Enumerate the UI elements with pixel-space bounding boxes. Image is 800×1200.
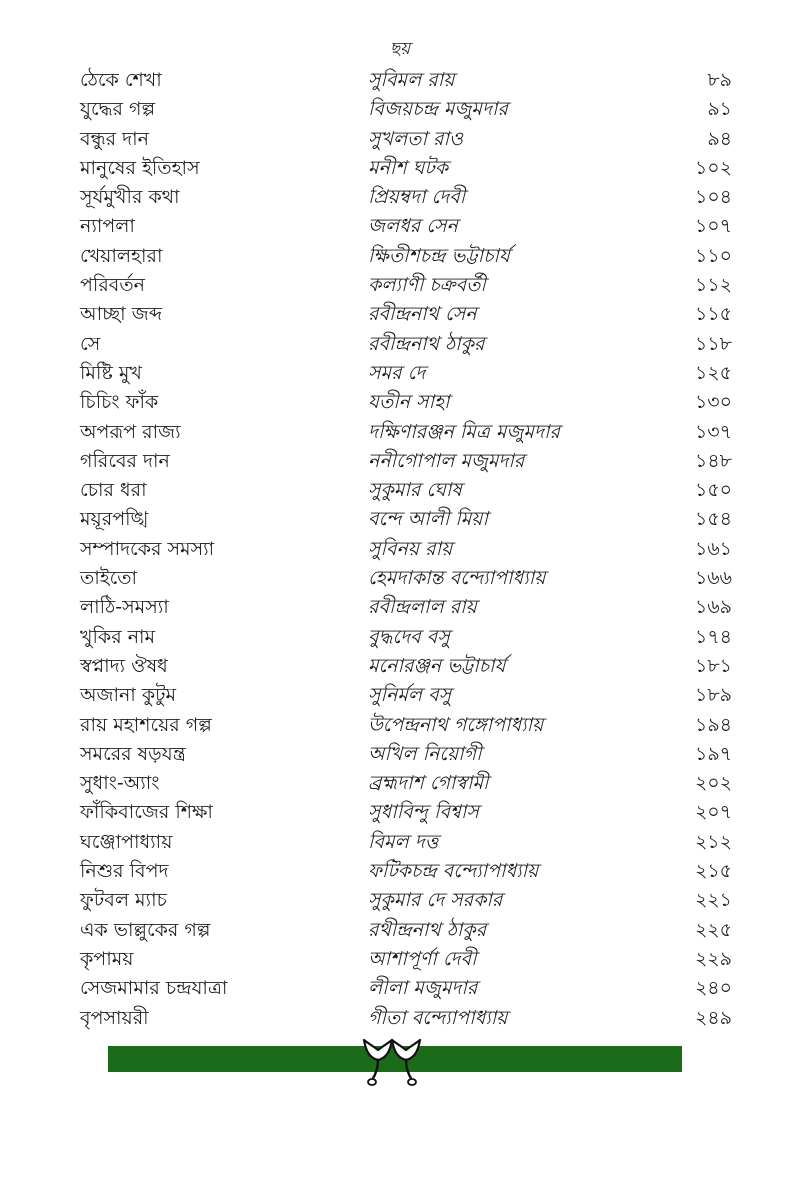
toc-entry-page: ১০৭ [694, 215, 732, 238]
toc-entry-page: ১৫০ [694, 479, 732, 502]
toc-entry-page: ১৩০ [694, 391, 732, 414]
toc-entry-author: সুকুমার দে সরকার [368, 889, 503, 912]
toc-entry-page: ২০৭ [694, 801, 732, 824]
toc-entry-author: ননীগোপাল মজুমদার [368, 449, 525, 472]
toc-entry [0, 476, 800, 505]
toc-entry-author: সুকুমার ঘোষ [368, 479, 462, 502]
toc-entry-page: ২২৫ [694, 918, 732, 941]
toc-entry-page: ১১৮ [695, 332, 732, 355]
toc-entry-author: রবীন্দ্রলাল রায় [368, 596, 477, 619]
toc-entry-page: ১৩৭ [694, 420, 732, 443]
toc-entry-title: তাইতো [80, 567, 138, 590]
toc-entry [0, 740, 800, 769]
toc-entry [0, 623, 800, 652]
toc-entry-page: ১৪৮ [695, 449, 732, 472]
toc-entry-page: ১০৪ [694, 186, 732, 209]
toc-entry-title: ফাঁকিবাজের শিক্ষা [80, 801, 213, 824]
toc-entry [0, 564, 800, 593]
toc-entry [0, 154, 800, 183]
toc-entry-title: রায় মহাশয়ের গল্প [80, 713, 212, 736]
toc-entry-page: ১১৫ [695, 303, 732, 326]
toc-entry [0, 1004, 800, 1033]
toc-entry [0, 974, 800, 1003]
toc-entry [0, 652, 800, 681]
toc-entry-page: ১৮৯ [695, 684, 732, 707]
toc-entry-author: মনীশ ঘটক [368, 156, 448, 179]
toc-entry-page: ৯১ [707, 98, 732, 121]
toc-entry-author: মনোরঞ্জন ভট্টাচার্য [368, 654, 506, 677]
toc-entry-author: ব্রহ্মদাশ গোস্বামী [368, 772, 489, 795]
toc-entry-author: লীলা মজুমদার [368, 977, 478, 1000]
toc-entry [0, 505, 800, 534]
toc-entry-title: সমরের ষড়যন্ত্র [80, 742, 186, 765]
toc-entry-title: খেয়ালহারা [80, 244, 163, 267]
toc-entry-author: রবীন্দ্রনাথ সেন [368, 303, 477, 326]
toc-entry [0, 300, 800, 329]
toc-entry-page: ১৬৬ [694, 567, 732, 590]
toc-entry-author: সুধাবিন্দু বিশ্বাস [368, 801, 479, 824]
toc-entry-author: যতীন সাহা [368, 391, 450, 414]
toc-entry-page: ২২৯ [694, 947, 732, 970]
toc-entry-author: গীতা বন্দ্যোপাধ্যায় [368, 1006, 508, 1029]
toc-entry-title: আচ্ছা জব্দ [80, 303, 163, 326]
toc-entry-title: চোর ধরা [80, 479, 147, 502]
toc-entry-author: ফটিকচন্দ্র বন্দ্যোপাধ্যায় [368, 860, 539, 883]
toc-entry-page: ২২১ [694, 889, 732, 912]
toc-entry [0, 945, 800, 974]
toc-entry-author: রবীন্দ্রনাথ ঠাকুর [368, 332, 485, 355]
toc-entry-author: আশাপূর্ণা দেবী [368, 947, 477, 970]
toc-entry [0, 183, 800, 212]
toc-entry [0, 271, 800, 300]
toc-entry-title: ফুটবল ম্যাচ [80, 889, 167, 912]
twin-tulip-flower-icon [356, 1030, 428, 1088]
toc-entry [0, 769, 800, 798]
toc-entry [0, 125, 800, 154]
table-of-contents [0, 66, 800, 1033]
toc-entry-author: বুদ্ধদেব বসু [368, 625, 450, 648]
toc-entry [0, 212, 800, 241]
toc-entry-title: অপরূপ রাজ্য [80, 420, 181, 443]
toc-entry-title: সূর্যমুখীর কথা [80, 186, 180, 209]
toc-entry [0, 857, 800, 886]
toc-entry-author: জলধর সেন [368, 215, 458, 238]
toc-entry-title: মানুষের ইতিহাস [80, 156, 200, 179]
toc-entry-title: সুধাং-অ্যাং [80, 772, 160, 795]
toc-entry-title: অজানা কুটুম [80, 684, 177, 707]
toc-entry [0, 242, 800, 271]
toc-entry-title: স্বপ্নাদ্য ঔষধ [80, 654, 168, 677]
toc-entry-title: ময়ূরপঙ্খি [80, 508, 149, 531]
toc-entry [0, 418, 800, 447]
toc-entry-title: যুদ্ধের গল্প [80, 98, 156, 121]
toc-entry [0, 359, 800, 388]
toc-entry-author: সুবিনয় রায় [368, 537, 453, 560]
toc-entry-title: সে [80, 332, 101, 355]
toc-entry-title: মিষ্টি মুখ [80, 361, 142, 384]
toc-entry-page: ২৪৯ [694, 1006, 732, 1029]
toc-entry-page: ১১০ [694, 244, 732, 267]
toc-entry-title: লাঠি-সমস্যা [80, 596, 169, 619]
toc-entry-author: প্রিয়ম্বদা দেবী [368, 186, 466, 209]
toc-entry [0, 447, 800, 476]
toc-entry-author: হেমদাকান্ত বন্দ্যোপাধ্যায় [368, 567, 546, 590]
toc-entry-author: সুনির্মল বসু [368, 684, 452, 707]
toc-entry-page: ১১২ [694, 274, 732, 297]
toc-entry-page: ২১৫ [694, 860, 732, 883]
toc-entry-title: চিচিং ফাঁক [80, 391, 159, 414]
toc-entry [0, 593, 800, 622]
toc-entry-title: গরিবের দান [80, 449, 170, 472]
toc-entry-page: ১২৫ [694, 361, 732, 384]
toc-entry [0, 535, 800, 564]
toc-entry [0, 66, 800, 95]
toc-entry-page: ১০২ [694, 156, 732, 179]
toc-entry-author: বন্দে আলী মিয়া [368, 508, 488, 531]
toc-entry-page: ১৮১ [695, 654, 732, 677]
toc-entry-page: ২০২ [694, 772, 732, 795]
toc-entry-author: রথীন্দ্রনাথ ঠাকুর [368, 918, 487, 941]
toc-entry-title: বৃপসায়রী [80, 1006, 149, 1029]
toc-entry-title: কৃপাময় [80, 947, 134, 970]
toc-entry-author: বিমল দত্ত [368, 830, 439, 853]
toc-entry-page: ১৯৪ [695, 713, 732, 736]
toc-entry-author: অখিল নিয়োগী [368, 742, 482, 765]
toc-entry-page: ১৬১ [694, 537, 732, 560]
toc-entry [0, 388, 800, 417]
toc-entry-title: খুকির নাম [80, 625, 156, 648]
toc-entry-author: ক্ষিতীশচন্দ্র ভট্টাচার্য [368, 244, 510, 267]
toc-entry-title: সম্পাদকের সমস্যা [80, 537, 215, 560]
toc-entry-page: ২১২ [694, 830, 732, 853]
toc-entry [0, 798, 800, 827]
toc-entry-title: সেজমামার চন্দ্রযাত্রা [80, 977, 228, 1000]
toc-entry [0, 886, 800, 915]
toc-entry-title: ঠেকে শেখা [80, 69, 162, 91]
toc-entry-title: বন্ধুর দান [80, 127, 149, 150]
toc-entry [0, 711, 800, 740]
toc-entry [0, 95, 800, 124]
toc-entry-title: নিশুর বিপদ [80, 860, 169, 883]
toc-entry-page: ৮৯ [707, 69, 732, 91]
toc-entry [0, 828, 800, 857]
toc-entry-title: ঘঞ্জোপাধ্যায় [80, 830, 173, 853]
toc-entry-author: সুবিমল রায় [368, 69, 455, 91]
toc-entry [0, 681, 800, 710]
toc-entry-author: দক্ষিণারঞ্জন মিত্র মজুমদার [368, 420, 560, 443]
toc-entry-page: ১৬৯ [694, 596, 732, 619]
toc-entry-author: সুখলতা রাও [368, 127, 463, 150]
toc-entry-page: ১৭৪ [694, 625, 732, 648]
toc-entry [0, 916, 800, 945]
toc-entry-page: ২৪০ [694, 977, 732, 1000]
toc-entry-page: ১৫৪ [695, 508, 732, 531]
toc-entry-title: পরিবর্তন [80, 274, 145, 297]
toc-entry-author: বিজয়চন্দ্র মজুমদার [368, 98, 508, 121]
toc-entry-author: উপেন্দ্রনাথ গঙ্গোপাধ্যায় [368, 713, 544, 736]
toc-entry-author: সমর দে [368, 361, 426, 384]
page-number: ছয় [389, 39, 411, 59]
toc-entry-title: ন্যাপলা [80, 215, 135, 238]
toc-entry-title: এক ভাল্লুকের গল্প [80, 918, 211, 941]
toc-entry-page: ১৯৭ [694, 742, 732, 765]
toc-entry [0, 330, 800, 359]
toc-entry-author: কল্যাণী চক্রবর্তী [368, 274, 486, 297]
toc-entry-page: ৯৪ [707, 127, 732, 150]
